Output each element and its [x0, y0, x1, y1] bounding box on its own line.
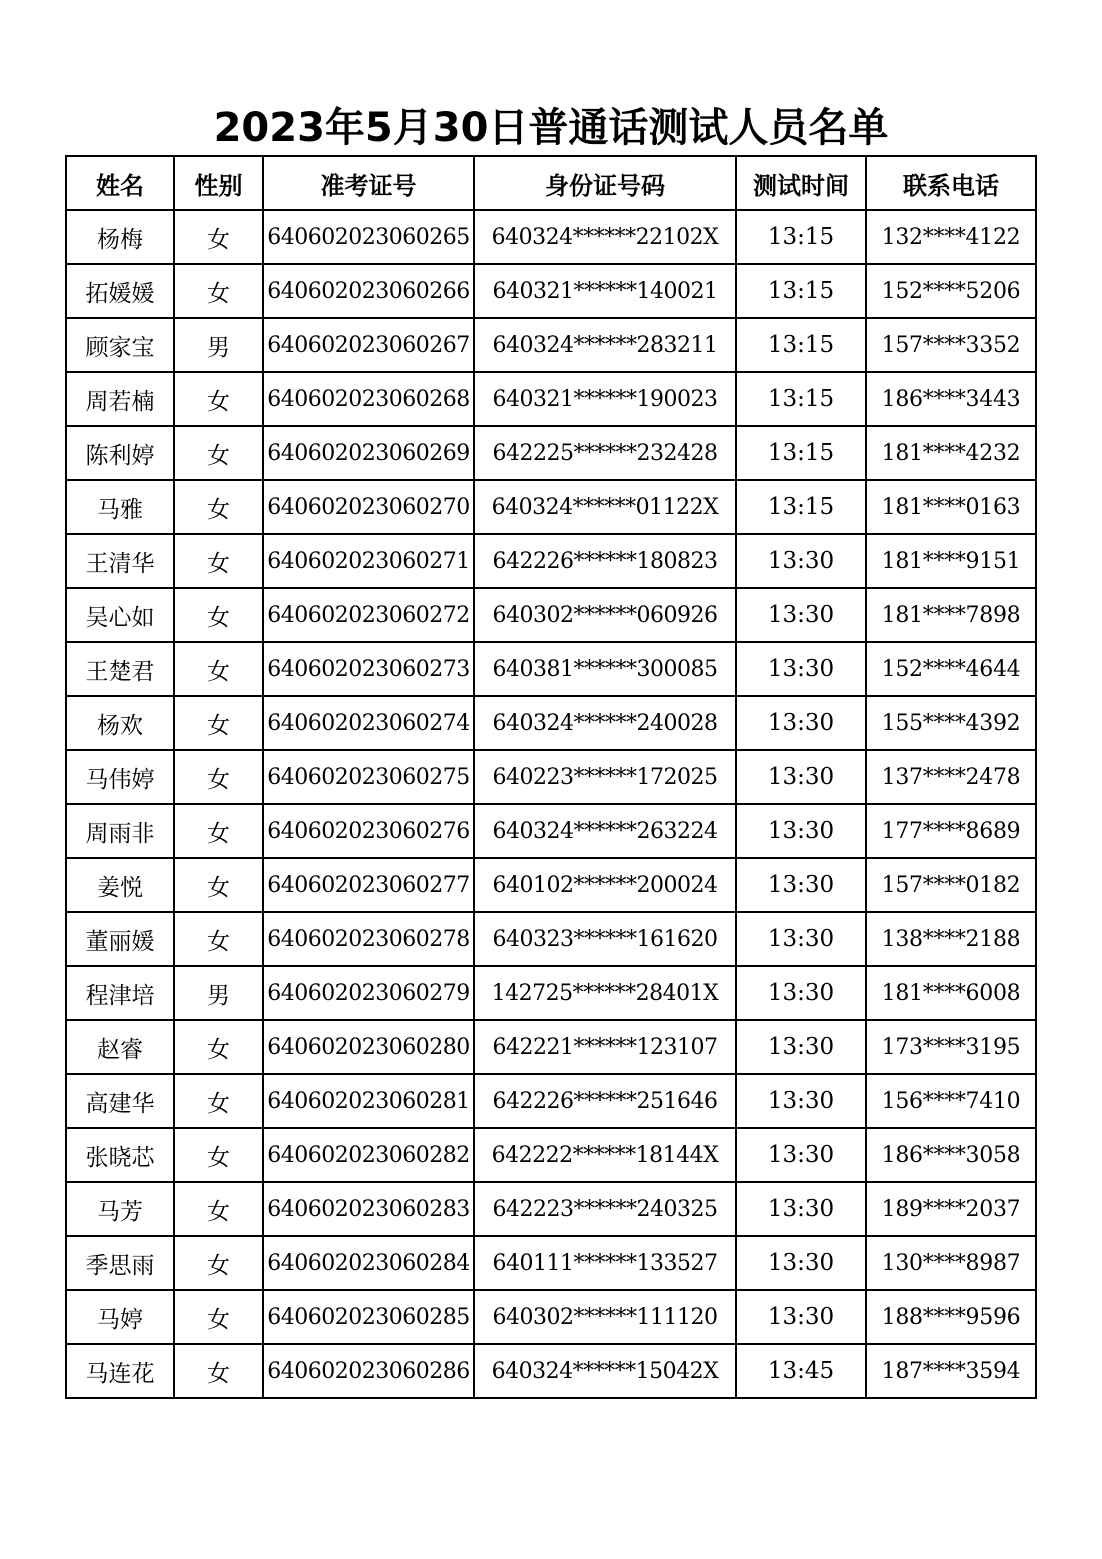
cell-name: 赵睿	[66, 1020, 174, 1074]
cell-name: 杨欢	[66, 696, 174, 750]
cell-gender: 女	[174, 480, 263, 534]
cell-admission-number: 640602023060276	[263, 804, 474, 858]
cell-admission-number: 640602023060271	[263, 534, 474, 588]
cell-id-number: 640324******240028	[474, 696, 736, 750]
cell-test-time: 13:15	[736, 264, 866, 318]
cell-admission-number: 640602023060286	[263, 1344, 474, 1398]
cell-phone: 157****0182	[866, 858, 1036, 912]
table-row	[66, 210, 1036, 264]
cell-gender: 女	[174, 1344, 263, 1398]
cell-test-time: 13:30	[736, 750, 866, 804]
cell-phone: 181****9151	[866, 534, 1036, 588]
cell-test-time: 13:30	[736, 588, 866, 642]
cell-test-time: 13:15	[736, 480, 866, 534]
cell-name: 张晓芯	[66, 1128, 174, 1182]
cell-name: 顾家宝	[66, 318, 174, 372]
header-admission: 准考证号	[263, 156, 474, 210]
table-row	[66, 264, 1036, 318]
cell-phone: 186****3443	[866, 372, 1036, 426]
cell-admission-number: 640602023060274	[263, 696, 474, 750]
cell-test-time: 13:30	[736, 912, 866, 966]
cell-id-number: 640223******172025	[474, 750, 736, 804]
cell-admission-number: 640602023060284	[263, 1236, 474, 1290]
table-row	[66, 588, 1036, 642]
cell-id-number: 642223******240325	[474, 1182, 736, 1236]
cell-name: 马连花	[66, 1344, 174, 1398]
cell-phone: 155****4392	[866, 696, 1036, 750]
cell-phone: 130****8987	[866, 1236, 1036, 1290]
cell-phone: 157****3352	[866, 318, 1036, 372]
cell-test-time: 13:30	[736, 804, 866, 858]
table-row	[66, 372, 1036, 426]
cell-id-number: 640324******01122X	[474, 480, 736, 534]
cell-id-number: 640324******283211	[474, 318, 736, 372]
cell-gender: 女	[174, 1020, 263, 1074]
page-title: 2023年5月30日普通话测试人员名单	[213, 105, 889, 151]
cell-gender: 女	[174, 642, 263, 696]
cell-gender: 女	[174, 372, 263, 426]
cell-gender: 女	[174, 588, 263, 642]
cell-name: 陈利婷	[66, 426, 174, 480]
cell-gender: 女	[174, 426, 263, 480]
cell-admission-number: 640602023060282	[263, 1128, 474, 1182]
cell-gender: 女	[174, 696, 263, 750]
cell-test-time: 13:30	[736, 1182, 866, 1236]
cell-phone: 188****9596	[866, 1290, 1036, 1344]
cell-test-time: 13:30	[736, 1236, 866, 1290]
cell-id-number: 642221******123107	[474, 1020, 736, 1074]
cell-id-number: 640324******15042X	[474, 1344, 736, 1398]
table-row	[66, 1236, 1036, 1290]
table-row	[66, 1020, 1036, 1074]
cell-name: 马伟婷	[66, 750, 174, 804]
cell-test-time: 13:30	[736, 642, 866, 696]
cell-admission-number: 640602023060268	[263, 372, 474, 426]
cell-phone: 187****3594	[866, 1344, 1036, 1398]
cell-id-number: 640302******060926	[474, 588, 736, 642]
cell-gender: 女	[174, 1236, 263, 1290]
cell-gender: 女	[174, 750, 263, 804]
cell-gender: 女	[174, 210, 263, 264]
cell-gender: 女	[174, 804, 263, 858]
header-name: 姓名	[66, 156, 174, 210]
cell-admission-number: 640602023060277	[263, 858, 474, 912]
cell-admission-number: 640602023060269	[263, 426, 474, 480]
cell-name: 吴心如	[66, 588, 174, 642]
cell-admission-number: 640602023060270	[263, 480, 474, 534]
cell-gender: 女	[174, 1182, 263, 1236]
cell-gender: 女	[174, 1290, 263, 1344]
cell-phone: 173****3195	[866, 1020, 1036, 1074]
cell-gender: 男	[174, 966, 263, 1020]
cell-name: 季思雨	[66, 1236, 174, 1290]
header-gender: 性别	[174, 156, 263, 210]
table-row	[66, 318, 1036, 372]
cell-test-time: 13:30	[736, 1290, 866, 1344]
table-row	[66, 966, 1036, 1020]
cell-test-time: 13:30	[736, 1128, 866, 1182]
cell-admission-number: 640602023060265	[263, 210, 474, 264]
cell-id-number: 642226******180823	[474, 534, 736, 588]
cell-name: 程津培	[66, 966, 174, 1020]
cell-id-number: 640102******200024	[474, 858, 736, 912]
cell-name: 姜悦	[66, 858, 174, 912]
header-phone: 联系电话	[866, 156, 1036, 210]
cell-phone: 177****8689	[866, 804, 1036, 858]
cell-test-time: 13:15	[736, 372, 866, 426]
cell-id-number: 642225******232428	[474, 426, 736, 480]
table-row	[66, 1290, 1036, 1344]
cell-admission-number: 640602023060275	[263, 750, 474, 804]
cell-name: 马芳	[66, 1182, 174, 1236]
cell-phone: 152****5206	[866, 264, 1036, 318]
cell-id-number: 640302******111120	[474, 1290, 736, 1344]
cell-gender: 女	[174, 1128, 263, 1182]
cell-name: 董丽媛	[66, 912, 174, 966]
cell-admission-number: 640602023060267	[263, 318, 474, 372]
cell-phone: 132****4122	[866, 210, 1036, 264]
cell-admission-number: 640602023060278	[263, 912, 474, 966]
cell-name: 高建华	[66, 1074, 174, 1128]
cell-id-number: 640324******22102X	[474, 210, 736, 264]
cell-test-time: 13:30	[736, 534, 866, 588]
cell-id-number: 142725******28401X	[474, 966, 736, 1020]
table-row	[66, 858, 1036, 912]
table-row	[66, 534, 1036, 588]
cell-test-time: 13:30	[736, 858, 866, 912]
cell-test-time: 13:15	[736, 210, 866, 264]
cell-id-number: 640111******133527	[474, 1236, 736, 1290]
cell-id-number: 640321******190023	[474, 372, 736, 426]
cell-phone: 181****0163	[866, 480, 1036, 534]
cell-id-number: 640324******263224	[474, 804, 736, 858]
cell-gender: 女	[174, 264, 263, 318]
cell-phone: 181****6008	[866, 966, 1036, 1020]
cell-id-number: 640381******300085	[474, 642, 736, 696]
cell-name: 马雅	[66, 480, 174, 534]
cell-name: 拓媛媛	[66, 264, 174, 318]
roster-body	[66, 210, 1036, 1398]
cell-admission-number: 640602023060273	[263, 642, 474, 696]
header-row	[66, 156, 1036, 210]
cell-phone: 181****4232	[866, 426, 1036, 480]
table-row	[66, 696, 1036, 750]
table-row	[66, 1074, 1036, 1128]
cell-admission-number: 640602023060285	[263, 1290, 474, 1344]
cell-test-time: 13:30	[736, 966, 866, 1020]
cell-test-time: 13:30	[736, 1020, 866, 1074]
table-row	[66, 1182, 1036, 1236]
table-row	[66, 1128, 1036, 1182]
cell-gender: 男	[174, 318, 263, 372]
header-id-number: 身份证号码	[474, 156, 736, 210]
cell-id-number: 640323******161620	[474, 912, 736, 966]
table-row	[66, 1344, 1036, 1398]
cell-phone: 137****2478	[866, 750, 1036, 804]
roster-table	[65, 155, 1037, 1399]
cell-admission-number: 640602023060280	[263, 1020, 474, 1074]
cell-name: 杨梅	[66, 210, 174, 264]
cell-phone: 138****2188	[866, 912, 1036, 966]
cell-name: 马婷	[66, 1290, 174, 1344]
cell-name: 王楚君	[66, 642, 174, 696]
cell-admission-number: 640602023060281	[263, 1074, 474, 1128]
cell-phone: 156****7410	[866, 1074, 1036, 1128]
cell-phone: 189****2037	[866, 1182, 1036, 1236]
cell-test-time: 13:15	[736, 318, 866, 372]
cell-id-number: 642222******18144X	[474, 1128, 736, 1182]
cell-test-time: 13:15	[736, 426, 866, 480]
cell-gender: 女	[174, 534, 263, 588]
cell-name: 周雨非	[66, 804, 174, 858]
cell-phone: 152****4644	[866, 642, 1036, 696]
cell-phone: 181****7898	[866, 588, 1036, 642]
header-time: 测试时间	[736, 156, 866, 210]
table-row	[66, 642, 1036, 696]
table-row	[66, 480, 1036, 534]
cell-admission-number: 640602023060272	[263, 588, 474, 642]
cell-name: 王清华	[66, 534, 174, 588]
cell-gender: 女	[174, 912, 263, 966]
table-row	[66, 804, 1036, 858]
cell-id-number: 642226******251646	[474, 1074, 736, 1128]
cell-admission-number: 640602023060266	[263, 264, 474, 318]
cell-id-number: 640321******140021	[474, 264, 736, 318]
cell-test-time: 13:30	[736, 696, 866, 750]
cell-test-time: 13:45	[736, 1344, 866, 1398]
cell-gender: 女	[174, 1074, 263, 1128]
cell-phone: 186****3058	[866, 1128, 1036, 1182]
cell-admission-number: 640602023060279	[263, 966, 474, 1020]
cell-gender: 女	[174, 858, 263, 912]
cell-admission-number: 640602023060283	[263, 1182, 474, 1236]
table-row	[66, 426, 1036, 480]
table-row	[66, 750, 1036, 804]
table-row	[66, 912, 1036, 966]
cell-test-time: 13:30	[736, 1074, 866, 1128]
cell-name: 周若楠	[66, 372, 174, 426]
